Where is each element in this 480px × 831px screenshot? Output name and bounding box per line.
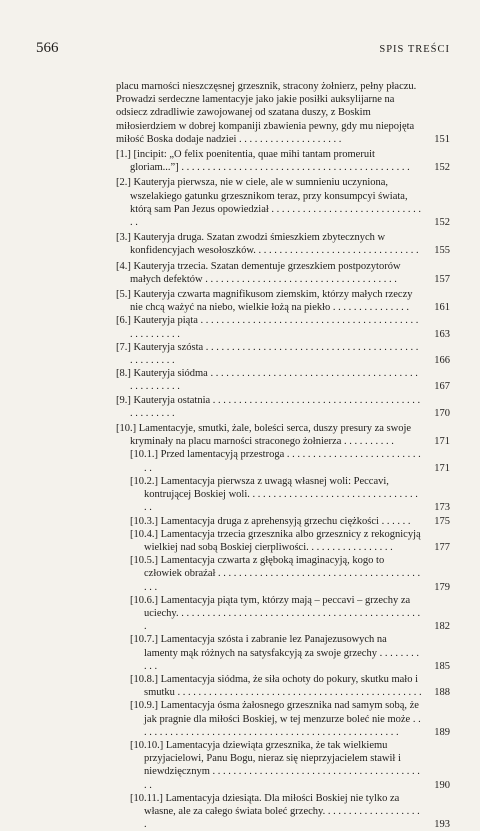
- toc-entry: [116, 148, 450, 174]
- table-of-contents: [116, 80, 450, 831]
- toc-entry: [116, 176, 450, 229]
- toc-entry-title: [10.10.] Lamentacyja dziewiąta grzesznika, że tak wielkiemu przyjacielowi, Panu Bogu, nieraz się nieprzyjacielem stawił i niewdzięcznym . . . . . . . . . . . . . . . . . . . . . . . . . . . . . . . . . . . . . . . . . .: [130, 739, 420, 791]
- toc-entry-page: 151: [434, 133, 450, 145]
- toc-entry-title: [2.] Kauteryja pierwsza, nie w ciele, ale w sumnieniu uczyniona, wszelakiego gatunku grzesznikom teraz, przy konsumpcyi świata, którą sam Pan Jezus opowiedział . . . . . . . . . . . . . . . . . . . . . . . . . . . . . . .: [116, 177, 422, 229]
- toc-entry-page: 152: [434, 162, 450, 174]
- toc-entry-page: 171: [434, 462, 450, 474]
- toc-entry-page: 185: [434, 660, 450, 672]
- toc-subentry: [116, 594, 450, 634]
- toc-entry-title: [5.] Kauteryja czwarta magnifikusom ziemskim, którzy małych rzeczy nie chcą ważyć na niebo, wielkie łożą na piekło . . . . . . . . . . . . . . .: [116, 289, 413, 314]
- toc-entry-title: [8.] Kauteryja siódma . . . . . . . . . . . . . . . . . . . . . . . . . . . . . . . . . . . . . . . . . . . . . . . . . .: [116, 368, 418, 393]
- toc-entry-title: [10.1.] Przed lamentacyją przestroga . . . . . . . . . . . . . . . . . . . . . . . . . . . .: [130, 449, 421, 474]
- toc-subentry: [116, 475, 450, 515]
- toc-entry: [116, 394, 450, 420]
- toc-entry-page: 190: [434, 779, 450, 791]
- toc-entry-page: 175: [434, 515, 450, 527]
- toc-entry-title: [10.3.] Lamentacyja druga z aprehensyją grzechu ciężkości . . . . . .: [130, 515, 411, 527]
- toc-entry-title: [10.8.] Lamentacyja siódma, że siła ochoty do pokury, skutku mało i smutku . . . . . . . . . . . . . . . . . . . . . . . . . . . . . . . . . . . . . . . . . . . . . . .: [130, 673, 422, 699]
- toc-entry: [116, 422, 450, 448]
- toc-subentry: [116, 673, 450, 699]
- toc-entry: [116, 288, 450, 314]
- toc-entry-title: [1.] [incipit: „O felix poenitentia, quae mihi tantam promeruit gloriam...”] . . . . . . . . . . . . . . . . . . . . . . . . . . . . . . . . . . . . . . . . . . . .: [116, 149, 410, 174]
- toc-entry-title: [3.] Kauteryja druga. Szatan zwodzi śmieszkiem zbytecznych w konfidencyjach wesołoszków. . . . . . . . . . . . . . . . . . . . . . . . . . . . . . . .: [116, 232, 419, 257]
- toc-entry-title: [4.] Kauteryja trzecia. Szatan dementuje grzeszkiem postpozytorów małych defektów . . . . . . . . . . . . . . . . . . . . . . . . . . . . . . . . . . . . .: [116, 260, 401, 285]
- toc-entry-page: 193: [434, 819, 450, 831]
- toc-entry-page: 163: [434, 328, 450, 340]
- toc-entry-page: 171: [434, 436, 450, 448]
- toc-entry: [116, 367, 450, 393]
- toc-entry-title: [10.9.] Lamentacyja ósma żałosnego grzesznika nad samym sobą, że jak pragnie dla miłości Boskiej, w tej menzurze boleć nie może . . . . . . . . . . . . . . . . . . . . . . . . . . . . . . . . . . . . . . . . . . . . . . . . . . .: [130, 700, 421, 738]
- toc-entry-page: 189: [434, 726, 450, 738]
- toc-subentry: [116, 554, 450, 594]
- toc-entry-title: [6.] Kauteryja piąta . . . . . . . . . . . . . . . . . . . . . . . . . . . . . . . . . . . . . . . . . . . . . . . . . . . .: [116, 315, 419, 340]
- toc-subentry: [116, 528, 450, 554]
- page-header: [36, 40, 450, 57]
- toc-entry-title: [10.7.] Lamentacyja szósta i zabranie lez Panajezusowych na lamenty mąk różnych na satysfakcyją za swoje grzechy . . . . . . . . . . .: [130, 634, 419, 672]
- toc-entry-page: 170: [434, 407, 450, 419]
- toc-subentry: [116, 448, 450, 474]
- toc-entry-page: 177: [434, 541, 450, 553]
- toc-subentry: [116, 792, 450, 831]
- toc-entry: [116, 341, 450, 367]
- toc-entry-title: [10.11.] Lamentacyja dziesiąta. Dla miłości Boskiej nie tylko za własne, ale za całego świata boleć grzechy. . . . . . . . . . . . . . . . . . . .: [130, 792, 420, 831]
- toc-entry-page: 152: [434, 217, 450, 229]
- toc-entry-page: 167: [434, 381, 450, 393]
- toc-subentry: [116, 739, 450, 792]
- toc-entry: [116, 260, 450, 286]
- toc-subentry: [116, 699, 450, 739]
- toc-subentry: [116, 515, 450, 528]
- running-title: SPIS TREŚCI: [379, 44, 450, 55]
- toc-entry-page: 161: [434, 302, 450, 314]
- toc-entry-title: placu marności nieszczęsnej grzesznik, stracony żołnierz, pełny płaczu. Prowadzi serdeczne lamentacyje jako jakie posiłki auksylijarne na odsiecz zdradliwie zawojowanej od szatana duszy, z Boskim miłosierdziem w dobrej kompaniji zbawienia pewny, gdy mu niepojęta miłość Boska dodaje nadziei . . . . . . . . . . . . . . . . . . . .: [116, 81, 417, 145]
- toc-subentry: [116, 633, 450, 673]
- toc-entry: [116, 80, 450, 146]
- page-number: 566: [36, 40, 59, 56]
- toc-entry-page: 157: [434, 273, 450, 285]
- toc-entry-title: [10.] Lamentacyje, smutki, żale, boleści serca, duszy presury za swoje kryminały na placu marności straconego żołnierza . . . . . . . . . .: [116, 423, 412, 448]
- toc-entry-title: [10.4.] Lamentacyja trzecia grzesznika albo grzesznicy z rekognicyją wielkiej nad sobą Boskiej cierpliwości. . . . . . . . . . . . . . . . .: [130, 528, 421, 553]
- toc-entry-page: 188: [434, 687, 450, 699]
- toc-entry-title: [10.2.] Lamentacyja pierwsza z uwagą własnej woli: Peccavi, kontrującej Boskiej woli. . . . . . . . . . . . . . . . . . . . . . . . . . . . . . . . . . .: [130, 475, 418, 514]
- toc-entry-title: [10.6.] Lamentacyja piąta tym, którzy mają – peccavi – grzechy za uciechy. . . . . . . . . . . . . . . . . . . . . . . . . . . . . . . . . . . . . . . . . . . . . . . .: [130, 594, 421, 633]
- toc-entry-title: [10.5.] Lamentacyja czwarta z głęboką imaginacyją, kogo to człowiek obraźał . . . . . . . . . . . . . . . . . . . . . . . . . . . . . . . . . . . . . . . . . .: [130, 555, 421, 593]
- toc-entry-page: 179: [434, 581, 450, 593]
- toc-entry-page: 173: [434, 502, 450, 514]
- toc-entry: [116, 314, 450, 340]
- toc-entry-title: [9.] Kauteryja ostatnia . . . . . . . . . . . . . . . . . . . . . . . . . . . . . . . . . . . . . . . . . . . . . . . . .: [116, 394, 421, 419]
- toc-entry-title: [7.] Kauteryja szósta . . . . . . . . . . . . . . . . . . . . . . . . . . . . . . . . . . . . . . . . . . . . . . . . . .: [116, 341, 419, 367]
- toc-entry: [116, 231, 450, 257]
- toc-entry-page: 182: [434, 621, 450, 633]
- toc-entry-page: 166: [434, 355, 450, 367]
- toc-entry-page: 155: [434, 245, 450, 257]
